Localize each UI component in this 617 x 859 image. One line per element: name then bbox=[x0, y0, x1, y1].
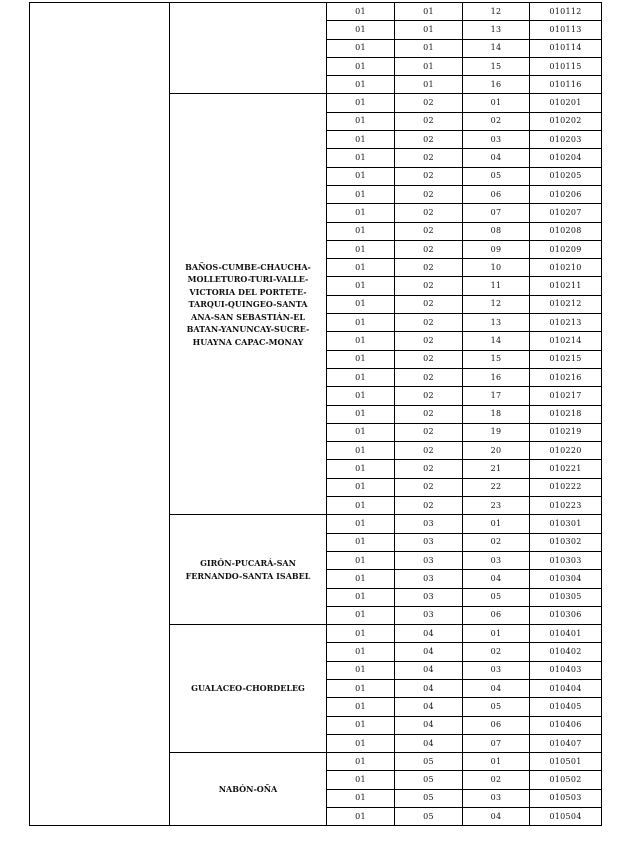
code-cell: 010405 bbox=[530, 698, 602, 716]
code-cell: 01 bbox=[327, 149, 395, 167]
code-cell: 010304 bbox=[530, 570, 602, 588]
code-cell: 010208 bbox=[530, 222, 602, 240]
code-cell: 01 bbox=[327, 368, 395, 386]
code-cell: 010207 bbox=[530, 204, 602, 222]
code-cell: 010210 bbox=[530, 259, 602, 277]
code-cell: 03 bbox=[395, 570, 463, 588]
code-cell: 01 bbox=[327, 606, 395, 624]
code-cell: 01 bbox=[327, 643, 395, 661]
code-cell: 16 bbox=[463, 76, 530, 94]
code-cell: 02 bbox=[395, 240, 463, 258]
code-cell: 08 bbox=[463, 222, 530, 240]
code-cell: 03 bbox=[463, 661, 530, 679]
code-cell: 01 bbox=[327, 734, 395, 752]
code-cell: 010216 bbox=[530, 368, 602, 386]
code-cell: 02 bbox=[395, 277, 463, 295]
code-cell: 05 bbox=[463, 698, 530, 716]
code-cell: 02 bbox=[395, 478, 463, 496]
code-cell: 010205 bbox=[530, 167, 602, 185]
code-cell: 02 bbox=[395, 332, 463, 350]
code-cell: 05 bbox=[395, 789, 463, 807]
code-cell: 02 bbox=[395, 442, 463, 460]
code-cell: 010401 bbox=[530, 625, 602, 643]
code-cell: 03 bbox=[463, 131, 530, 149]
code-cell: 14 bbox=[463, 332, 530, 350]
codes-table bbox=[29, 2, 602, 826]
code-cell: 01 bbox=[327, 716, 395, 734]
code-cell: 010221 bbox=[530, 460, 602, 478]
code-cell: 010404 bbox=[530, 679, 602, 697]
code-cell: 03 bbox=[463, 551, 530, 569]
code-cell: 02 bbox=[395, 460, 463, 478]
code-cell: 06 bbox=[463, 185, 530, 203]
code-cell: 01 bbox=[327, 625, 395, 643]
group-name-cell: NABÓN-OÑA bbox=[170, 753, 327, 826]
code-cell: 01 bbox=[327, 94, 395, 112]
code-cell: 01 bbox=[327, 39, 395, 57]
code-cell: 010213 bbox=[530, 314, 602, 332]
code-cell: 13 bbox=[463, 314, 530, 332]
code-cell: 03 bbox=[395, 588, 463, 606]
code-cell: 02 bbox=[395, 259, 463, 277]
code-cell: 010220 bbox=[530, 442, 602, 460]
code-cell: 01 bbox=[327, 167, 395, 185]
code-cell: 23 bbox=[463, 497, 530, 515]
code-cell: 02 bbox=[395, 497, 463, 515]
code-cell: 010115 bbox=[530, 57, 602, 75]
code-cell: 01 bbox=[327, 131, 395, 149]
code-cell: 01 bbox=[327, 570, 395, 588]
code-cell: 04 bbox=[463, 679, 530, 697]
code-cell: 04 bbox=[463, 149, 530, 167]
code-cell: 01 bbox=[327, 423, 395, 441]
code-cell: 05 bbox=[395, 771, 463, 789]
code-cell: 01 bbox=[327, 405, 395, 423]
code-cell: 01 bbox=[327, 277, 395, 295]
code-cell: 010211 bbox=[530, 277, 602, 295]
code-cell: 19 bbox=[463, 423, 530, 441]
code-cell: 01 bbox=[395, 57, 463, 75]
code-cell: 01 bbox=[327, 753, 395, 771]
code-cell: 02 bbox=[395, 423, 463, 441]
code-cell: 010219 bbox=[530, 423, 602, 441]
code-cell: 01 bbox=[327, 442, 395, 460]
code-cell: 010503 bbox=[530, 789, 602, 807]
code-cell: 01 bbox=[327, 204, 395, 222]
code-cell: 03 bbox=[463, 789, 530, 807]
code-cell: 01 bbox=[327, 771, 395, 789]
code-cell: 010403 bbox=[530, 661, 602, 679]
code-cell: 02 bbox=[395, 405, 463, 423]
code-cell: 06 bbox=[463, 716, 530, 734]
code-cell: 010407 bbox=[530, 734, 602, 752]
code-cell: 02 bbox=[395, 94, 463, 112]
code-cell: 01 bbox=[463, 753, 530, 771]
code-cell: 01 bbox=[327, 259, 395, 277]
code-cell: 01 bbox=[463, 625, 530, 643]
code-cell: 01 bbox=[327, 515, 395, 533]
code-cell: 01 bbox=[327, 21, 395, 39]
code-cell: 05 bbox=[395, 753, 463, 771]
code-cell: 010214 bbox=[530, 332, 602, 350]
code-cell: 01 bbox=[327, 57, 395, 75]
code-cell: 11 bbox=[463, 277, 530, 295]
code-cell: 010203 bbox=[530, 131, 602, 149]
code-cell: 02 bbox=[395, 185, 463, 203]
code-cell: 04 bbox=[395, 716, 463, 734]
code-cell: 03 bbox=[395, 515, 463, 533]
code-cell: 02 bbox=[395, 167, 463, 185]
code-cell: 04 bbox=[463, 808, 530, 826]
code-cell: 010212 bbox=[530, 295, 602, 313]
code-cell: 010215 bbox=[530, 350, 602, 368]
code-cell: 17 bbox=[463, 387, 530, 405]
code-cell: 010303 bbox=[530, 551, 602, 569]
code-cell: 03 bbox=[395, 606, 463, 624]
code-cell: 01 bbox=[327, 3, 395, 21]
code-cell: 010204 bbox=[530, 149, 602, 167]
code-cell: 010306 bbox=[530, 606, 602, 624]
code-cell: 15 bbox=[463, 57, 530, 75]
code-cell: 02 bbox=[395, 149, 463, 167]
codes-table-body bbox=[30, 3, 602, 826]
code-cell: 04 bbox=[395, 679, 463, 697]
code-cell: 010406 bbox=[530, 716, 602, 734]
code-cell: 010201 bbox=[530, 94, 602, 112]
code-cell: 05 bbox=[463, 588, 530, 606]
code-cell: 02 bbox=[395, 222, 463, 240]
code-cell: 20 bbox=[463, 442, 530, 460]
code-cell: 02 bbox=[463, 533, 530, 551]
group-name-cell: GUALACEO-CHORDELEG bbox=[170, 625, 327, 753]
code-cell: 01 bbox=[327, 698, 395, 716]
code-cell: 18 bbox=[463, 405, 530, 423]
code-cell: 010114 bbox=[530, 39, 602, 57]
code-cell: 02 bbox=[395, 295, 463, 313]
code-cell: 010218 bbox=[530, 405, 602, 423]
code-cell: 01 bbox=[395, 3, 463, 21]
code-cell: 02 bbox=[395, 350, 463, 368]
code-cell: 06 bbox=[463, 606, 530, 624]
code-cell: 01 bbox=[395, 76, 463, 94]
code-cell: 01 bbox=[327, 350, 395, 368]
code-cell: 010202 bbox=[530, 112, 602, 130]
code-cell: 12 bbox=[463, 3, 530, 21]
group-name-cell: GIRÓN-PUCARÁ-SAN FERNANDO-SANTA ISABEL bbox=[170, 515, 327, 625]
code-cell: 04 bbox=[395, 625, 463, 643]
code-cell: 010305 bbox=[530, 588, 602, 606]
code-cell: 04 bbox=[395, 734, 463, 752]
group-name-cell: BAÑOS-CUMBE-CHAUCHA-MOLLETURO-TURI-VALLE-VICTORIA DEL PORTETE-TARQUI-QUINGEO-SANTA ANA-SAN SEBASTIÁN-EL BATAN-YANUNCAY-SUCRE-HUAYNA CAPAC-MONAY bbox=[170, 94, 327, 515]
code-cell: 07 bbox=[463, 204, 530, 222]
code-cell: 01 bbox=[327, 387, 395, 405]
code-cell: 01 bbox=[327, 112, 395, 130]
code-cell: 010113 bbox=[530, 21, 602, 39]
code-cell: 01 bbox=[463, 515, 530, 533]
code-cell: 010301 bbox=[530, 515, 602, 533]
code-cell: 010116 bbox=[530, 76, 602, 94]
code-cell: 01 bbox=[327, 240, 395, 258]
code-cell: 22 bbox=[463, 478, 530, 496]
code-cell: 12 bbox=[463, 295, 530, 313]
code-cell: 01 bbox=[327, 332, 395, 350]
code-cell: 01 bbox=[327, 295, 395, 313]
code-cell: 01 bbox=[327, 661, 395, 679]
code-cell: 01 bbox=[327, 808, 395, 826]
code-cell: 010222 bbox=[530, 478, 602, 496]
code-cell: 010402 bbox=[530, 643, 602, 661]
code-cell: 15 bbox=[463, 350, 530, 368]
code-cell: 03 bbox=[395, 533, 463, 551]
code-cell: 21 bbox=[463, 460, 530, 478]
code-cell: 01 bbox=[327, 497, 395, 515]
code-cell: 010223 bbox=[530, 497, 602, 515]
group-name-cell bbox=[170, 3, 327, 94]
code-cell: 03 bbox=[395, 551, 463, 569]
code-cell: 010112 bbox=[530, 3, 602, 21]
code-cell: 01 bbox=[327, 588, 395, 606]
code-cell: 010502 bbox=[530, 771, 602, 789]
code-cell: 09 bbox=[463, 240, 530, 258]
code-cell: 01 bbox=[395, 21, 463, 39]
code-cell: 01 bbox=[327, 533, 395, 551]
code-cell: 04 bbox=[395, 643, 463, 661]
code-cell: 05 bbox=[395, 808, 463, 826]
code-cell: 05 bbox=[463, 167, 530, 185]
code-cell: 16 bbox=[463, 368, 530, 386]
code-cell: 010209 bbox=[530, 240, 602, 258]
code-cell: 04 bbox=[463, 570, 530, 588]
code-cell: 01 bbox=[463, 94, 530, 112]
code-cell: 10 bbox=[463, 259, 530, 277]
code-cell: 010501 bbox=[530, 753, 602, 771]
code-cell: 02 bbox=[395, 387, 463, 405]
code-cell: 14 bbox=[463, 39, 530, 57]
code-cell: 13 bbox=[463, 21, 530, 39]
code-cell: 010504 bbox=[530, 808, 602, 826]
code-cell: 02 bbox=[395, 314, 463, 332]
code-cell: 02 bbox=[463, 112, 530, 130]
code-cell: 01 bbox=[327, 76, 395, 94]
code-cell: 01 bbox=[327, 478, 395, 496]
code-cell: 02 bbox=[395, 368, 463, 386]
code-cell: 04 bbox=[395, 661, 463, 679]
code-cell: 07 bbox=[463, 734, 530, 752]
code-cell: 010302 bbox=[530, 533, 602, 551]
blank-left-column bbox=[30, 3, 170, 826]
code-cell: 01 bbox=[327, 460, 395, 478]
code-cell: 02 bbox=[395, 204, 463, 222]
code-cell: 010206 bbox=[530, 185, 602, 203]
code-cell: 01 bbox=[327, 679, 395, 697]
code-cell: 02 bbox=[463, 643, 530, 661]
code-cell: 02 bbox=[395, 112, 463, 130]
code-cell: 01 bbox=[327, 185, 395, 203]
table-row bbox=[30, 3, 602, 21]
code-cell: 010217 bbox=[530, 387, 602, 405]
code-cell: 02 bbox=[395, 131, 463, 149]
code-cell: 01 bbox=[327, 789, 395, 807]
code-cell: 01 bbox=[395, 39, 463, 57]
code-cell: 02 bbox=[463, 771, 530, 789]
code-cell: 01 bbox=[327, 551, 395, 569]
code-cell: 04 bbox=[395, 698, 463, 716]
code-cell: 01 bbox=[327, 314, 395, 332]
code-cell: 01 bbox=[327, 222, 395, 240]
